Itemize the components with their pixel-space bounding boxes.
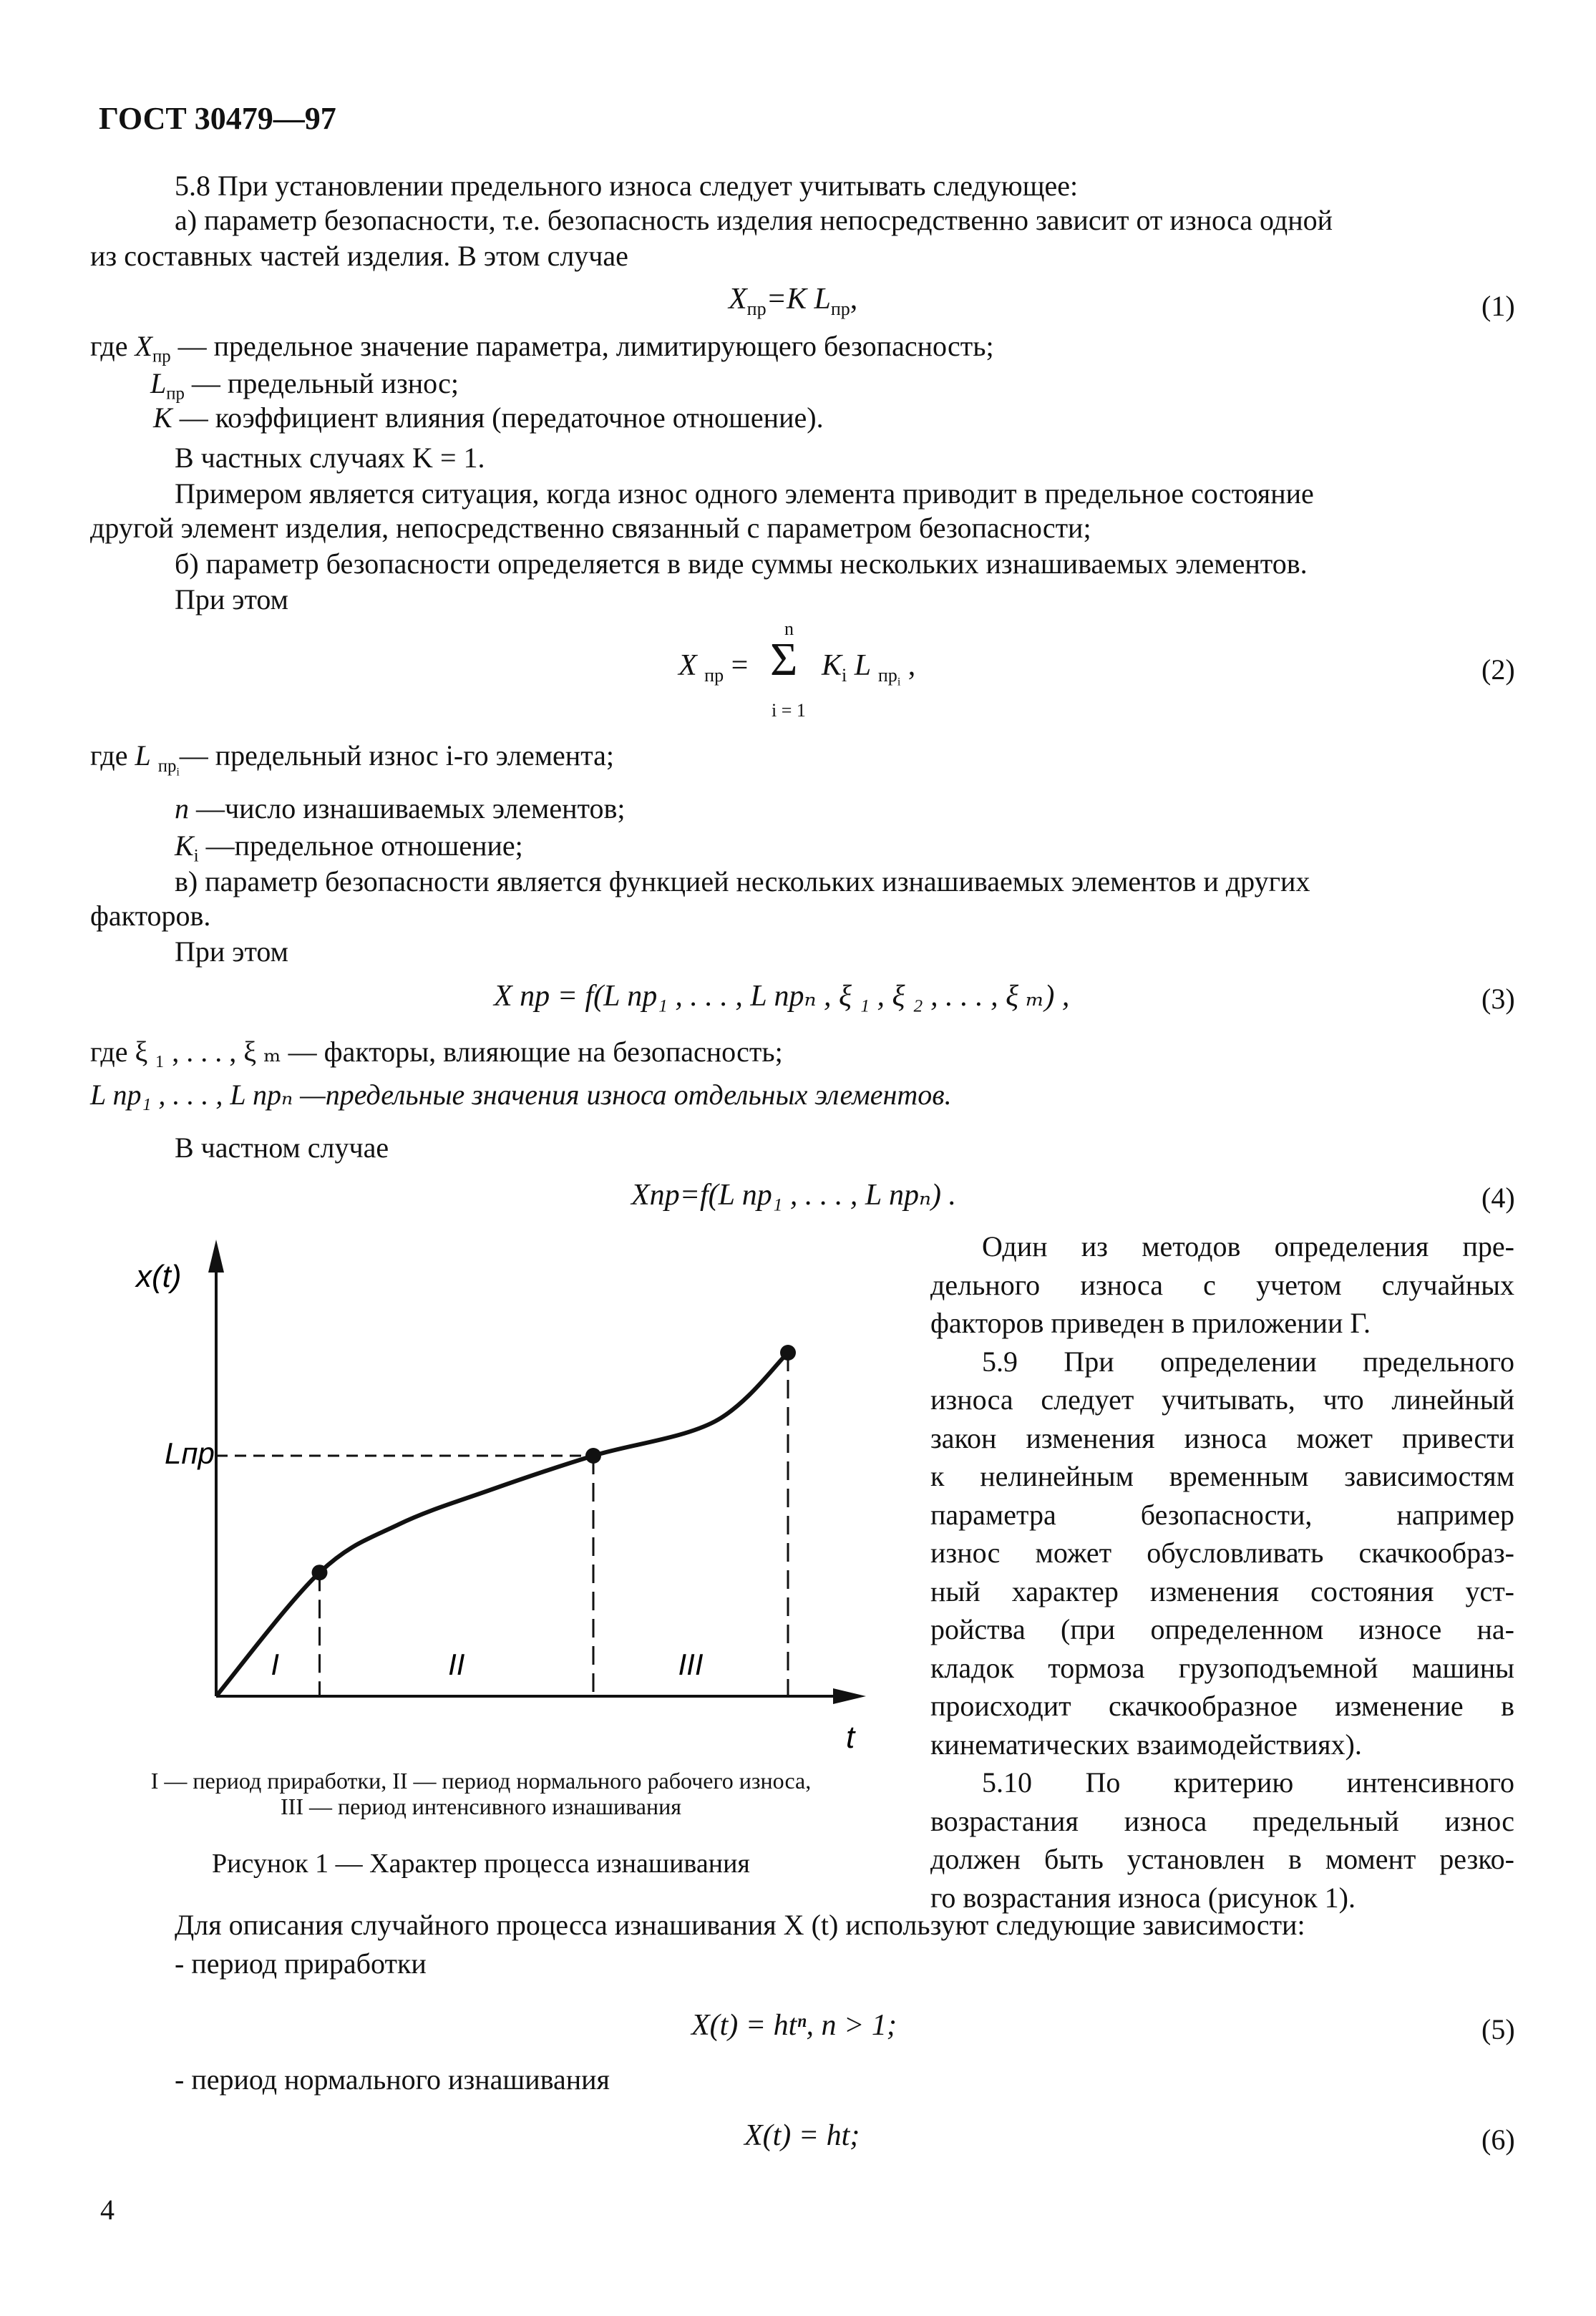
marked-point: [780, 1345, 796, 1361]
item-c-line1: в) параметр безопасности является функцией нескольких изнашиваемых элементов и других: [175, 865, 1310, 897]
y-axis-arrow: [208, 1240, 224, 1273]
where2-l-sym: L: [135, 739, 151, 772]
eq2-term-l-subsub: i: [897, 676, 901, 689]
equation-3-number: (3): [1481, 983, 1515, 1015]
where2-k-sym: K: [175, 829, 194, 862]
page-number: 4: [100, 2194, 115, 2226]
marked-point: [585, 1448, 601, 1464]
bottom-item1: - период приработки: [175, 1947, 427, 1980]
eq2-sum-bottom: i = 1: [772, 700, 806, 721]
pri-etom-1: При этом: [175, 583, 288, 616]
figure-caption-line2: III — период интенсивного изнашивания: [281, 1794, 681, 1819]
where1-x-sym: X: [135, 330, 152, 362]
period-label: II: [448, 1648, 465, 1681]
right-column-p3-line: возрастания износа предельный износ: [930, 1804, 1514, 1837]
where2-l-line: [90, 739, 614, 789]
equation-2-number: (2): [1481, 653, 1515, 686]
where1-l-sym: L: [150, 367, 167, 399]
where2-l-subsub: i: [176, 766, 180, 779]
eq2-sigma: Σ: [770, 633, 798, 686]
equation-6: X(t) = ht;: [744, 2119, 860, 2152]
figure-title: Рисунок 1 — Характер процесса изнашивания: [212, 1849, 750, 1879]
eq1-lhs-sub: пр: [746, 298, 767, 320]
right-column-p3-line: 5.10 По критерию интенсивного: [982, 1766, 1514, 1799]
marked-point: [312, 1565, 328, 1580]
where2-l-desc: — предельный износ i-го элемента;: [179, 739, 615, 772]
where1-k-sym: K: [153, 402, 172, 434]
equation-4-number: (4): [1481, 1182, 1515, 1214]
where2-n-desc: —число изнашиваемых элементов;: [196, 792, 626, 824]
right-column-p2-line: износа следует учитывать, что линейный: [930, 1383, 1514, 1416]
right-column-p2-line: ный характер изменения состояния уст-: [930, 1575, 1514, 1607]
eq1-tail: ,: [850, 283, 858, 316]
right-column-p2-line: закон изменения износа может привести: [930, 1421, 1514, 1454]
wear-curve: [216, 1353, 788, 1696]
where1-l-sub: пр: [166, 384, 185, 404]
special-case-2: В частном случае: [175, 1132, 389, 1164]
item-a-line2: из составных частей изделия. В этом случае: [90, 240, 628, 272]
where1-l-desc: — предельный износ;: [184, 367, 459, 399]
limit-label: Lпр: [165, 1436, 215, 1470]
right-column-p2-line: к нелинейным временным зависимостям: [930, 1460, 1514, 1492]
where1-k-desc: — коэффициент влияния (передаточное отношение).: [172, 402, 824, 434]
right-column-p2-line: 5.9 При определении предельного: [982, 1345, 1514, 1378]
eq2-lhs: X: [678, 649, 697, 682]
eq2-sum-top: n: [784, 618, 794, 639]
where2-n-sym: n: [175, 792, 189, 824]
where2-gde: где: [90, 739, 128, 772]
equation-3: X пр = f(L пр₁ , . . . , L прₙ , ξ ₁ , ξ ₂ , . . . , ξ ₘ) ,: [494, 980, 1070, 1013]
x-axis-label: t: [846, 1720, 855, 1755]
eq2-term-l: L: [854, 649, 871, 682]
where2-k-desc: —предельное отношение;: [205, 829, 523, 862]
standard-header: ГОСТ 30479—97: [99, 101, 336, 136]
period-label: I: [271, 1648, 280, 1681]
right-column-p2-line: параметра безопасности, например: [930, 1498, 1514, 1531]
right-column-p2-line: кинематических взаимодействиях).: [930, 1728, 1362, 1761]
bottom-intro: Для описания случайного процесса изнашивания X (t) используют следующие зависимости:: [175, 1909, 1305, 1941]
where2-l-sub: пр: [157, 756, 177, 776]
where1-x-desc: — предельное значение параметра, лимитирующего безопасность;: [170, 330, 994, 362]
right-column-p3-line: должен быть установлен в момент резко-: [930, 1843, 1514, 1875]
eq1-rhs: =K L: [766, 283, 831, 316]
period-label: III: [678, 1648, 704, 1681]
right-column-p3-line: го возрастания износа (рисунок 1).: [930, 1881, 1356, 1914]
x-axis-arrow: [833, 1688, 866, 1704]
eq2-lhs-sub: пр: [704, 665, 724, 686]
right-column-p2-line: ройства (при определенном износе на-: [930, 1613, 1514, 1645]
where1-gde: где: [90, 330, 128, 362]
where3-line1: где ξ ₁ , . . . , ξ ₘ — факторы, влияющие на безопасность;: [90, 1036, 783, 1068]
where2-k-sub: i: [193, 846, 199, 866]
example-line1: Примером является ситуация, когда износ одного элемента приводит в предельное состояние: [175, 477, 1314, 510]
right-column-p2-line: износ может обусловливать скачкообраз-: [930, 1537, 1514, 1569]
where1-x-sub: пр: [152, 346, 171, 366]
equation-1: [729, 282, 857, 320]
special-case: В частных случаях K = 1.: [175, 442, 485, 474]
eq2-term-l-sub: пр: [877, 665, 897, 686]
item-c-line2: факторов.: [90, 900, 211, 932]
bottom-item2: - период нормального изнашивания: [175, 2063, 610, 2096]
right-column-p1-line: факторов приведен в приложении Г.: [930, 1307, 1371, 1339]
item-a-line1: а) параметр безопасности, т.е. безопасность изделия непосредственно зависит от износа одной: [175, 204, 1333, 236]
figure-caption-line1: I — период приработки, II — период нормального рабочего износа,: [150, 1768, 812, 1794]
right-column-p2-line: кладок тормоза грузоподъемной машины: [930, 1651, 1514, 1684]
right-column-p1-line: дельного износа с учетом случайных: [930, 1268, 1514, 1301]
example-line2: другой элемент изделия, непосредственно связанный с параметром безопасности;: [90, 512, 1091, 544]
equation-2: [678, 648, 748, 686]
section-5-8-intro: 5.8 При установлении предельного износа следует учитывать следующее:: [175, 170, 1079, 202]
where1-k-line: [153, 401, 824, 435]
y-axis-label: x(t): [136, 1259, 182, 1294]
right-column-p2-line: происходит скачкообразное изменение в: [930, 1690, 1514, 1722]
item-b: б) параметр безопасности определяется в виде суммы нескольких изнашиваемых элементов.: [175, 548, 1308, 580]
equation-5: X(t) = htⁿ, n > 1;: [691, 2009, 897, 2042]
eq2-term-k-sub: i: [842, 665, 847, 686]
equation-4: Xпр=f(L пр₁ , . . . , L прₙ) .: [631, 1179, 956, 1212]
equation-6-number: (6): [1481, 2123, 1515, 2156]
eq1-rhs-sub: пр: [830, 298, 850, 320]
equation-1-number: (1): [1481, 290, 1515, 322]
where2-n-line: [175, 792, 625, 826]
eq2-equals: =: [731, 649, 749, 682]
eq2-terms: [822, 648, 915, 689]
eq1-lhs: X: [729, 283, 747, 316]
eq2-term-k: K: [822, 649, 842, 682]
where3-line2: L пр₁ , . . . , L прₙ —предельные значения износа отдельных элементов.: [90, 1079, 952, 1111]
equation-5-number: (5): [1481, 2013, 1515, 2045]
pri-etom-2: При этом: [175, 935, 288, 968]
wear-process-chart: [122, 1231, 902, 1761]
right-column-p1-line: Один из методов определения пре-: [982, 1230, 1514, 1262]
eq2-tail: ,: [908, 649, 916, 682]
